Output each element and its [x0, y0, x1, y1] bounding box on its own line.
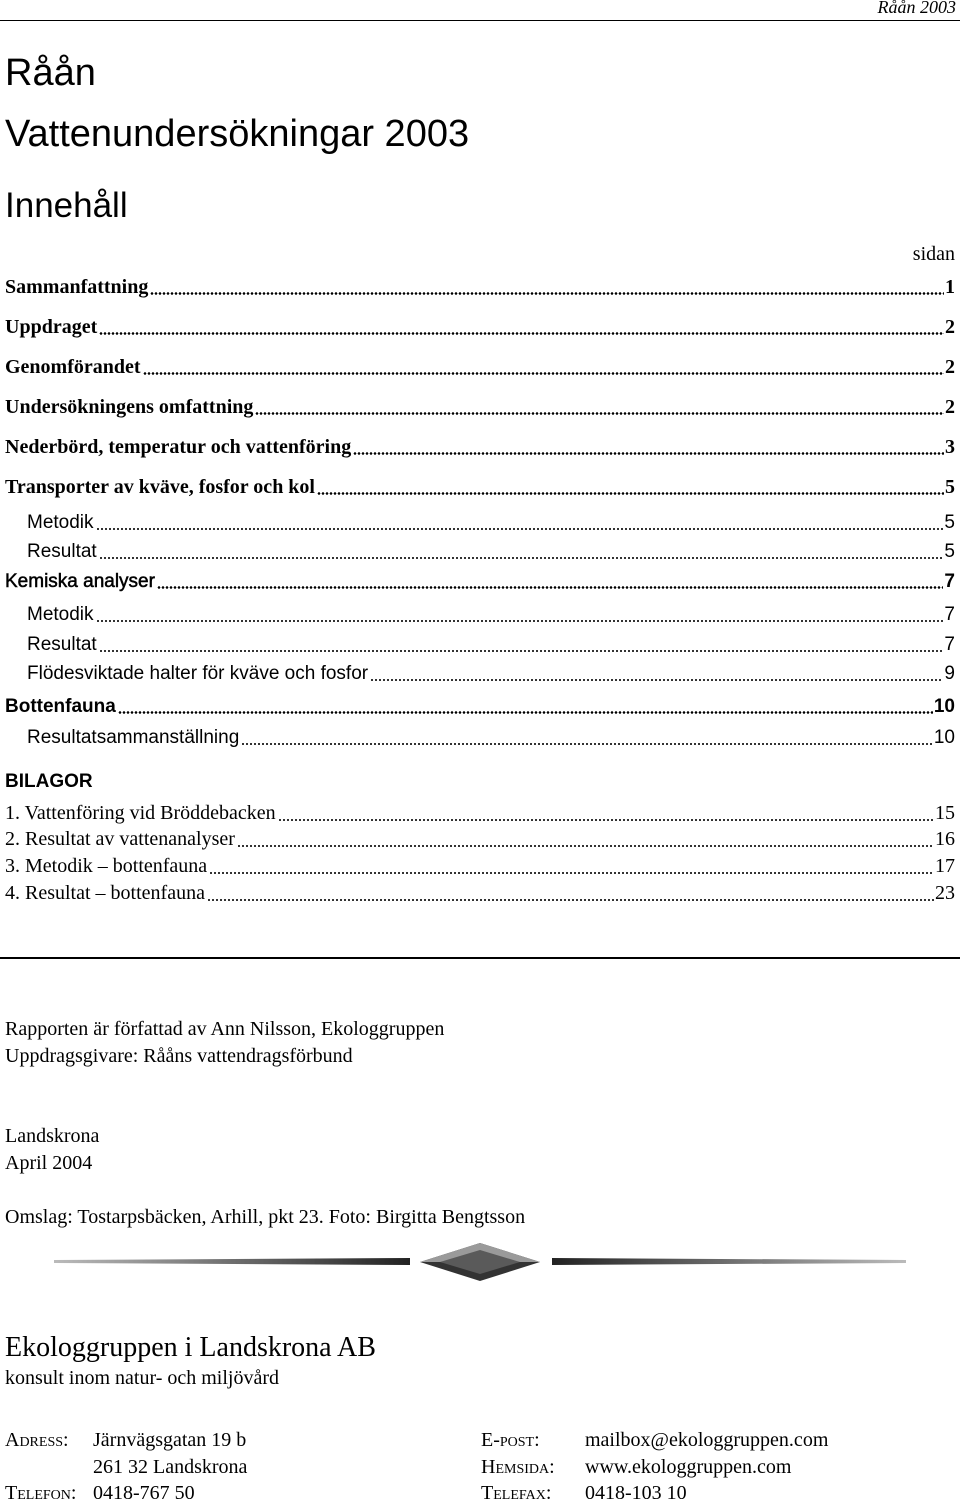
phone-number: 0418-767 50: [93, 1482, 195, 1504]
leader-dots: [143, 372, 944, 375]
appendix-entry[interactable]: [5, 852, 955, 878]
leader-dots: [96, 528, 944, 530]
email-link[interactable]: mailbox@ekologgruppen.com: [585, 1429, 829, 1451]
appendix-entry[interactable]: [5, 799, 955, 825]
leader-dots: [207, 899, 934, 901]
header-rule: [0, 20, 960, 21]
toc-entry-page: 7: [944, 571, 955, 592]
toc-entry[interactable]: [5, 393, 955, 419]
address-label: Adress:: [5, 1429, 69, 1451]
company-tagline: konsult inom natur- och miljövård: [5, 1367, 280, 1389]
toc-entry[interactable]: [5, 353, 955, 379]
toc-entry-page: 10: [933, 696, 955, 717]
toc-entry-page: 7: [944, 604, 955, 625]
leader-dots: [241, 743, 933, 745]
fax-label: Telefax:: [481, 1482, 552, 1504]
company-name: Ekologgruppen i Landskrona AB: [5, 1332, 376, 1363]
appendix-heading: BILAGOR: [5, 771, 93, 792]
leader-dots: [370, 679, 943, 681]
toc-entry-label: Flödesviktade halter för kväve och fosfor: [27, 663, 369, 684]
toc-entry-label: Undersökningens omfattning: [5, 396, 254, 418]
toc-entry-page: 2: [945, 356, 955, 378]
leader-dots: [237, 845, 934, 847]
toc-subentry[interactable]: [27, 600, 955, 626]
page-column-label: sidan: [912, 243, 955, 265]
toc-entry[interactable]: [5, 473, 955, 499]
appendix-entry-page: 17: [935, 855, 955, 877]
toc-entry-page: 1: [945, 276, 955, 298]
website-link[interactable]: www.ekologgruppen.com: [585, 1456, 792, 1478]
email-label: E-post:: [481, 1429, 540, 1451]
client-line: Uppdragsgivare: Rååns vattendragsförbund: [5, 1045, 353, 1067]
toc-entry[interactable]: [5, 692, 955, 718]
toc-entry-page: 2: [945, 396, 955, 418]
toc-subentry[interactable]: [27, 659, 955, 685]
appendix-entry-label: 1. Vattenföring vid Bröddebacken: [5, 802, 276, 824]
fax-number: 0418-103 10: [585, 1482, 687, 1504]
running-head: Råån 2003: [877, 0, 956, 17]
leader-dots: [317, 492, 944, 495]
appendix-entry-label: 3. Metodik – bottenfauna: [5, 855, 208, 877]
toc-entry-label: Transporter av kväve, fosfor och kol: [5, 476, 315, 498]
toc-entry-page: 7: [944, 634, 955, 655]
toc-entry-page: 5: [944, 541, 955, 562]
toc-entry-label: Resultatsammanställning: [27, 727, 240, 748]
toc-entry-label: Resultat: [27, 541, 97, 562]
toc-entry-label: Uppdraget: [5, 316, 98, 338]
author-line: Rapporten är författad av Ann Nilsson, Ekologgruppen: [5, 1018, 445, 1040]
toc-subentry[interactable]: [27, 537, 955, 563]
toc-entry-label: Sammanfattning: [5, 276, 149, 298]
toc-entry[interactable]: [5, 273, 955, 299]
address-line-2: 261 32 Landskrona: [93, 1456, 248, 1478]
toc-subentry[interactable]: [27, 630, 955, 656]
appendix-entry[interactable]: [5, 825, 955, 851]
toc-entry-label: Metodik: [27, 604, 94, 625]
place-line: Landskrona: [5, 1125, 100, 1147]
left-bar: [54, 1258, 410, 1265]
leader-dots: [99, 332, 944, 335]
toc-entry-page: 5: [945, 476, 955, 498]
toc-subentry[interactable]: [27, 723, 955, 749]
toc-entry-page: 5: [944, 512, 955, 533]
appendix-entry-page: 23: [935, 882, 955, 904]
date-line: April 2004: [5, 1152, 93, 1174]
right-bar: [552, 1258, 906, 1265]
toc-entry-page: 3: [945, 436, 955, 458]
website-label: Hemsida:: [481, 1456, 555, 1478]
appendix-entry-label: 2. Resultat av vattenanalyser: [5, 828, 235, 850]
toc-entry[interactable]: [5, 433, 955, 459]
report-subtitle: Vattenundersökningar 2003: [5, 113, 470, 155]
leader-dots: [255, 412, 944, 415]
leader-dots: [99, 557, 944, 559]
toc-entry-label: Resultat: [27, 634, 97, 655]
toc-entry[interactable]: [5, 313, 955, 339]
toc-entry-label: Nederbörd, temperatur och vattenföring: [5, 436, 352, 458]
report-title: Råån: [5, 52, 96, 94]
appendix-entry-label: 4. Resultat – bottenfauna: [5, 882, 205, 904]
phone-label: Telefon:: [5, 1482, 77, 1504]
contents-heading: Innehåll: [5, 186, 128, 225]
toc-entry-label: Metodik: [27, 512, 94, 533]
leader-dots: [209, 872, 934, 874]
leader-dots: [96, 620, 944, 622]
leader-dots: [157, 586, 943, 589]
toc-entry-page: 2: [945, 316, 955, 338]
leader-dots: [99, 650, 944, 652]
cover-caption: Omslag: Tostarpsbäcken, Arhill, pkt 23. Foto: Birgitta Bengtsson: [5, 1206, 526, 1228]
appendix-entry-page: 16: [935, 828, 955, 850]
appendix-entry-page: 15: [935, 802, 955, 824]
toc-subentry[interactable]: [27, 508, 955, 534]
toc-entry-page: 9: [944, 663, 955, 684]
section-divider: [0, 957, 960, 959]
toc-entry-page: 10: [933, 727, 955, 748]
leader-dots: [353, 452, 944, 455]
toc-entry[interactable]: [5, 567, 955, 593]
appendix-entry[interactable]: [5, 879, 955, 905]
decorative-ornament: [0, 1238, 960, 1286]
toc-entry-label: Genomförandet: [5, 356, 141, 378]
address-line-1: Järnvägsgatan 19 b: [93, 1429, 247, 1451]
leader-dots: [278, 819, 934, 821]
leader-dots: [150, 292, 944, 295]
toc-entry-label: Bottenfauna: [5, 696, 116, 717]
toc-entry-label: Kemiska analyser: [5, 571, 155, 592]
leader-dots: [118, 711, 933, 714]
